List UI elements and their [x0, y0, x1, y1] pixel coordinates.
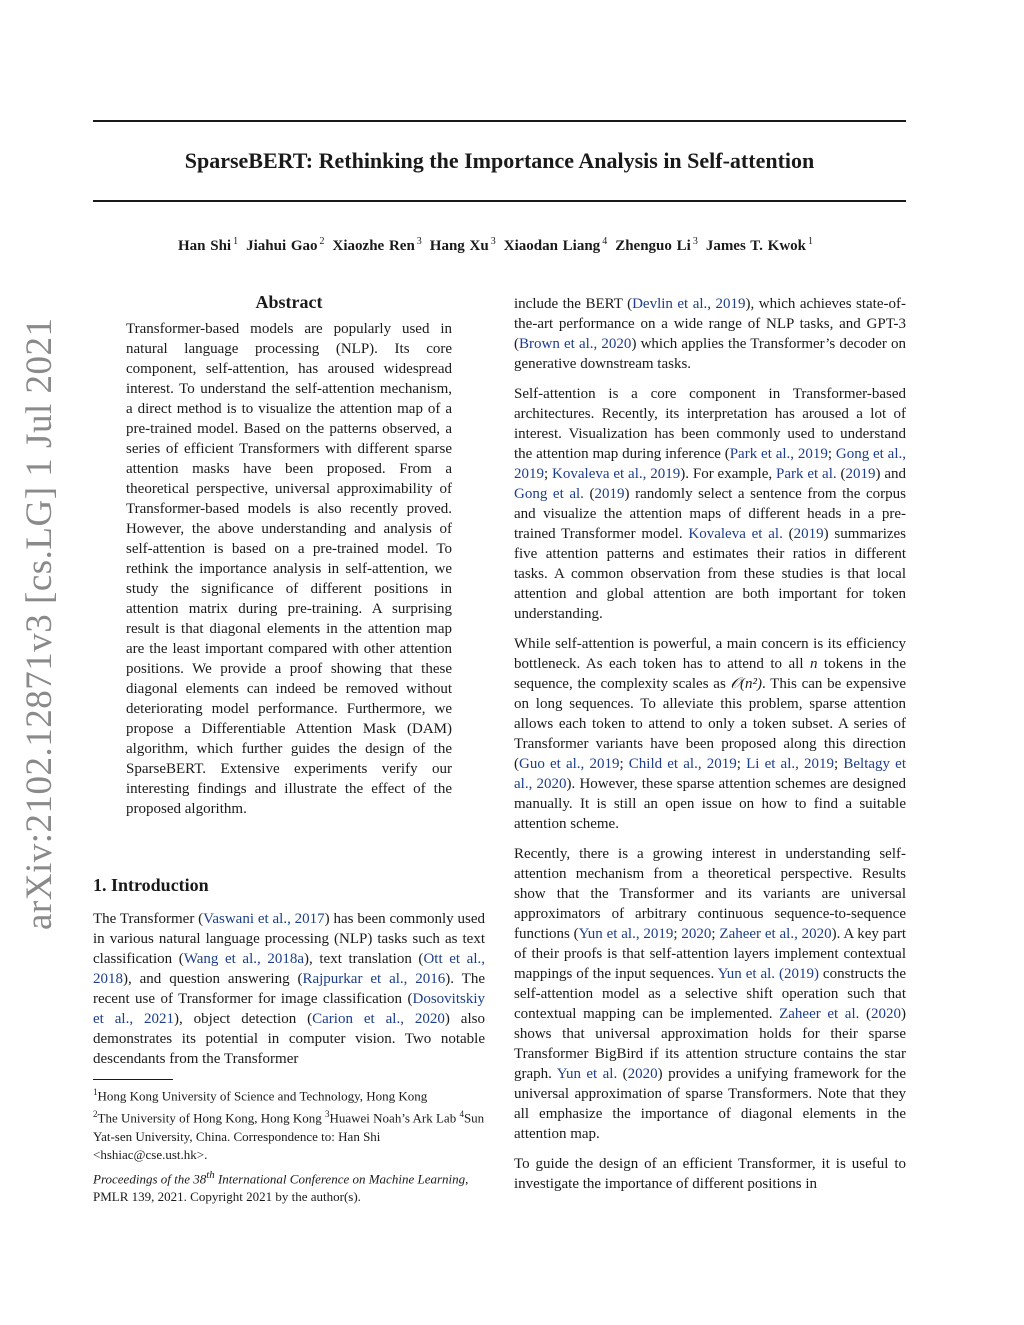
citation-link[interactable]: Gong et al., 2019	[514, 446, 906, 482]
citation-link[interactable]: Child et al., 2019	[628, 756, 737, 772]
author-affiliation-mark: 2	[319, 236, 325, 247]
text-run: ). However, these sparse attention schemes are designed manually. It is still an open issue on how to find a suitable attention scheme.	[514, 776, 907, 832]
text-run: While self-attention is powerful, a main concern is its efficiency bottleneck. As each token has to attend to all	[514, 636, 906, 672]
citation-link[interactable]: (2019)	[779, 966, 819, 982]
citation-link[interactable]: Zaheer et al., 2020	[719, 926, 832, 942]
author-affiliation-mark: 1	[233, 236, 239, 247]
citation-link[interactable]: Park et al.	[775, 466, 837, 482]
author-name: Xiaozhe Ren	[332, 238, 415, 254]
author-affiliation-mark: 1	[808, 236, 814, 247]
text-run: (	[859, 1006, 872, 1022]
text-run: tokens in the sequence, the complexity scales as	[514, 656, 906, 692]
text-run: ) randomly select a sentence from the corpus and visualize the attention maps of different heads in a pre-trained Transformer model.	[514, 486, 906, 542]
citation-link[interactable]: Gong et al.	[514, 486, 584, 502]
citation-link[interactable]: Li et al., 2019	[746, 756, 835, 772]
text-run: (	[782, 526, 794, 542]
citation-link[interactable]: Ott et al., 2018	[93, 951, 485, 987]
proceedings-note: Proceedings of the 38th International Conference on Machine Learning, PMLR 139, 2021. Copyright 2021 by the author(s).	[93, 1169, 469, 1205]
arxiv-identifier[interactable]: arXiv:2102.12871v3 [cs.LG] 1 Jul 2021	[19, 317, 60, 930]
right-column	[514, 294, 906, 1204]
math-expression: n	[809, 656, 818, 672]
text-run: The Transformer (	[93, 911, 204, 927]
math-expression: 𝒪(n²)	[730, 676, 762, 692]
text-run: Self-attention is a core component in Transformer-based architectures. Recently, its interpretation has aroused a lot of interest. Visualization has been commonly used to understand the attention map during inference (	[514, 386, 906, 462]
text-run: constructs the self-attention model as a selective shift operation such that contextual mapping can be implemented.	[514, 966, 907, 1022]
citation-link[interactable]: Zaheer et al.	[779, 1006, 860, 1022]
text-run: To guide the design of an efficient Transformer, it is useful to investigate the importance of different positions in	[514, 1156, 906, 1192]
citation-link[interactable]: Yun et al., 2019	[578, 926, 674, 942]
intro-paragraph	[93, 909, 485, 1079]
citation-link[interactable]: Yun et al.	[556, 1066, 618, 1082]
intro-paragraph-1	[93, 909, 485, 1069]
author-name: Zhenguo Li	[615, 238, 691, 254]
footnote-line-1: $^1$Hong Kong University of Science and Technology, Hong Kong	[93, 1087, 428, 1104]
text-run: (	[617, 1066, 628, 1082]
citation-link[interactable]: 2020	[681, 926, 712, 942]
paragraph-guide	[514, 1154, 906, 1194]
text-run: ), object detection (	[174, 1011, 313, 1027]
text-run: ) and	[875, 466, 906, 482]
intro-heading: 1. Introduction	[93, 875, 209, 895]
author-name: Xiaodan Liang	[503, 238, 601, 254]
paragraph-bert	[514, 294, 906, 374]
footnote-rule	[93, 1079, 173, 1080]
paragraph-efficiency	[514, 634, 906, 834]
citation-link[interactable]: Vaswani et al., 2017	[203, 911, 325, 927]
text-run: ), and question answering (	[123, 971, 303, 987]
text-run: ). For example,	[680, 466, 776, 482]
text-run: ) shows that universal approximation holds for their sparse Transformer BigBird if its attention structure contains the star graph.	[514, 1006, 907, 1082]
citation-link[interactable]: 2020	[627, 1066, 658, 1082]
citation-link[interactable]: Wang et al., 2018a	[183, 951, 305, 967]
text-run: ) summarizes five attention patterns and estimates their ratios in different tasks. A common observation from these studies is that local attention and global attention are both important for token understanding.	[514, 526, 907, 622]
citation-link[interactable]: 2019	[845, 466, 876, 482]
citation-link[interactable]: Rajpurkar et al., 2016	[302, 971, 446, 987]
text-run: (	[583, 486, 595, 502]
text-run: ), which achieves state-of-the-art performance on a wide range of NLP tasks, and GPT-3 (	[514, 296, 906, 352]
citation-link[interactable]: Beltagy et al., 2020	[514, 756, 906, 792]
author-affiliation-mark: 3	[416, 236, 422, 247]
author-affiliation-mark: 4	[602, 236, 608, 247]
author-name: Hang Xu	[429, 238, 489, 254]
text-run: ;	[544, 466, 553, 482]
text-run: ). A key part of their proofs is that self-attention layers implement contextual mappings of the input sequences.	[514, 926, 907, 982]
text-run: ;	[711, 926, 720, 942]
abstract-heading: Abstract	[255, 292, 323, 312]
text-run: (	[836, 466, 846, 482]
citation-link[interactable]: Park et al., 2019	[729, 446, 828, 462]
text-run: include the BERT (	[514, 296, 633, 312]
text-run: ;	[834, 756, 844, 772]
citation-link[interactable]: Yun et al.	[717, 966, 776, 982]
citation-link[interactable]: Brown et al., 2020	[519, 336, 632, 352]
paragraph-theory	[514, 844, 906, 1144]
citation-link[interactable]: 2020	[871, 1006, 902, 1022]
title-bottom-rule	[93, 200, 906, 202]
author-affiliation-mark: 3	[692, 236, 698, 247]
author-list	[93, 236, 906, 255]
paragraph-visualization	[514, 384, 906, 624]
footnote-line-2: $^2$The University of Hong Kong, Hong Kong $^3$Huawei Noah’s Ark Lab $^4$Sun Yat-sen University, China. Correspondence to: Han Shi <hshiac@cse.ust.hk>.	[93, 1109, 485, 1162]
affiliation-footnotes	[93, 1083, 485, 1164]
text-run: ), text translation (	[304, 951, 424, 967]
citation-link[interactable]: Carion et al., 2020	[312, 1011, 445, 1027]
text-run: ) also demonstrates its potential in computer vision. Two notable descendants from the Transformer	[93, 1011, 485, 1067]
citation-link[interactable]: Guo et al., 2019	[519, 756, 620, 772]
top-rule	[93, 120, 906, 122]
author-name: Han Shi	[177, 238, 232, 254]
text-run: . This can be expensive on long sequences. To alleviate this problem, sparse attention allows each token to attend to only a token subset. A series of Transformer variants have been proposed along this direction (	[514, 676, 906, 772]
text-run: ) which applies the Transformer’s decoder on generative downstream tasks.	[514, 336, 906, 372]
author-name: James T. Kwok	[705, 238, 807, 254]
abstract-text: Transformer-based models are popularly used in natural language processing (NLP). Its core component, self-attention, has aroused widespread interest. To understand the self-attention mechanism, a direct method is to visualize the attention map of a pre-trained model. Based on the patterns observed, a series of efficient Transformers with different sparse attention masks have been proposed. From a theoretical perspective, universal approximability of Transformer-based models is also recently proved. However, the above understanding and analysis of self-attention is based on a pre-trained model. To rethink the importance analysis in self-attention, we study the significance of different positions in attention matrix during pre-training. A surprising result is that diagonal elements in the attention map are the least important compared with other attention positions. We provide a proof showing that these diagonal elements can indeed be removed without deteriorating model performance. Furthermore, we propose a Differentiable Attention Mask (DAM) algorithm, which further guides the design of the SparseBERT. Extensive experiments verify our interesting findings and illustrate the effect of the proposed algorithm.	[126, 321, 452, 817]
text-run: ;	[673, 926, 682, 942]
text-run: ;	[619, 756, 629, 772]
text-run: Recently, there is a growing interest in understanding self-attention mechanism from a theoretical perspective. Results show that the Transformer and its variants are universal approximators of arbitrary continuous sequence-to-sequence functions (	[514, 846, 906, 942]
text-run: ). The recent use of Transformer for image classification (	[93, 971, 485, 1007]
citation-link[interactable]: 2019	[594, 486, 625, 502]
author-affiliation-mark: 3	[490, 236, 496, 247]
text-run: ;	[736, 756, 747, 772]
text-run: ) has been commonly used in various natural language processing (NLP) tasks such as text classification (	[93, 911, 485, 967]
text-run: ;	[827, 446, 836, 462]
citation-link[interactable]: Kovaleva et al., 2019	[552, 466, 681, 482]
author-name: Jiahui Gao	[246, 238, 318, 254]
citation-link[interactable]: Dosovitskiy et al., 2021	[93, 991, 485, 1027]
text-run: ) provides a unifying framework for the universal approximation of sparse Transformers. Note that they all emphasize the importance of diagonal elements in the attention map.	[514, 1066, 906, 1142]
citation-link[interactable]: Devlin et al., 2019	[632, 296, 746, 312]
paper-title: SparseBERT: Rethinking the Importance Analysis in Self-attention	[184, 148, 815, 173]
citation-link[interactable]: 2019	[793, 526, 824, 542]
citation-link[interactable]: Kovaleva et al.	[688, 526, 783, 542]
